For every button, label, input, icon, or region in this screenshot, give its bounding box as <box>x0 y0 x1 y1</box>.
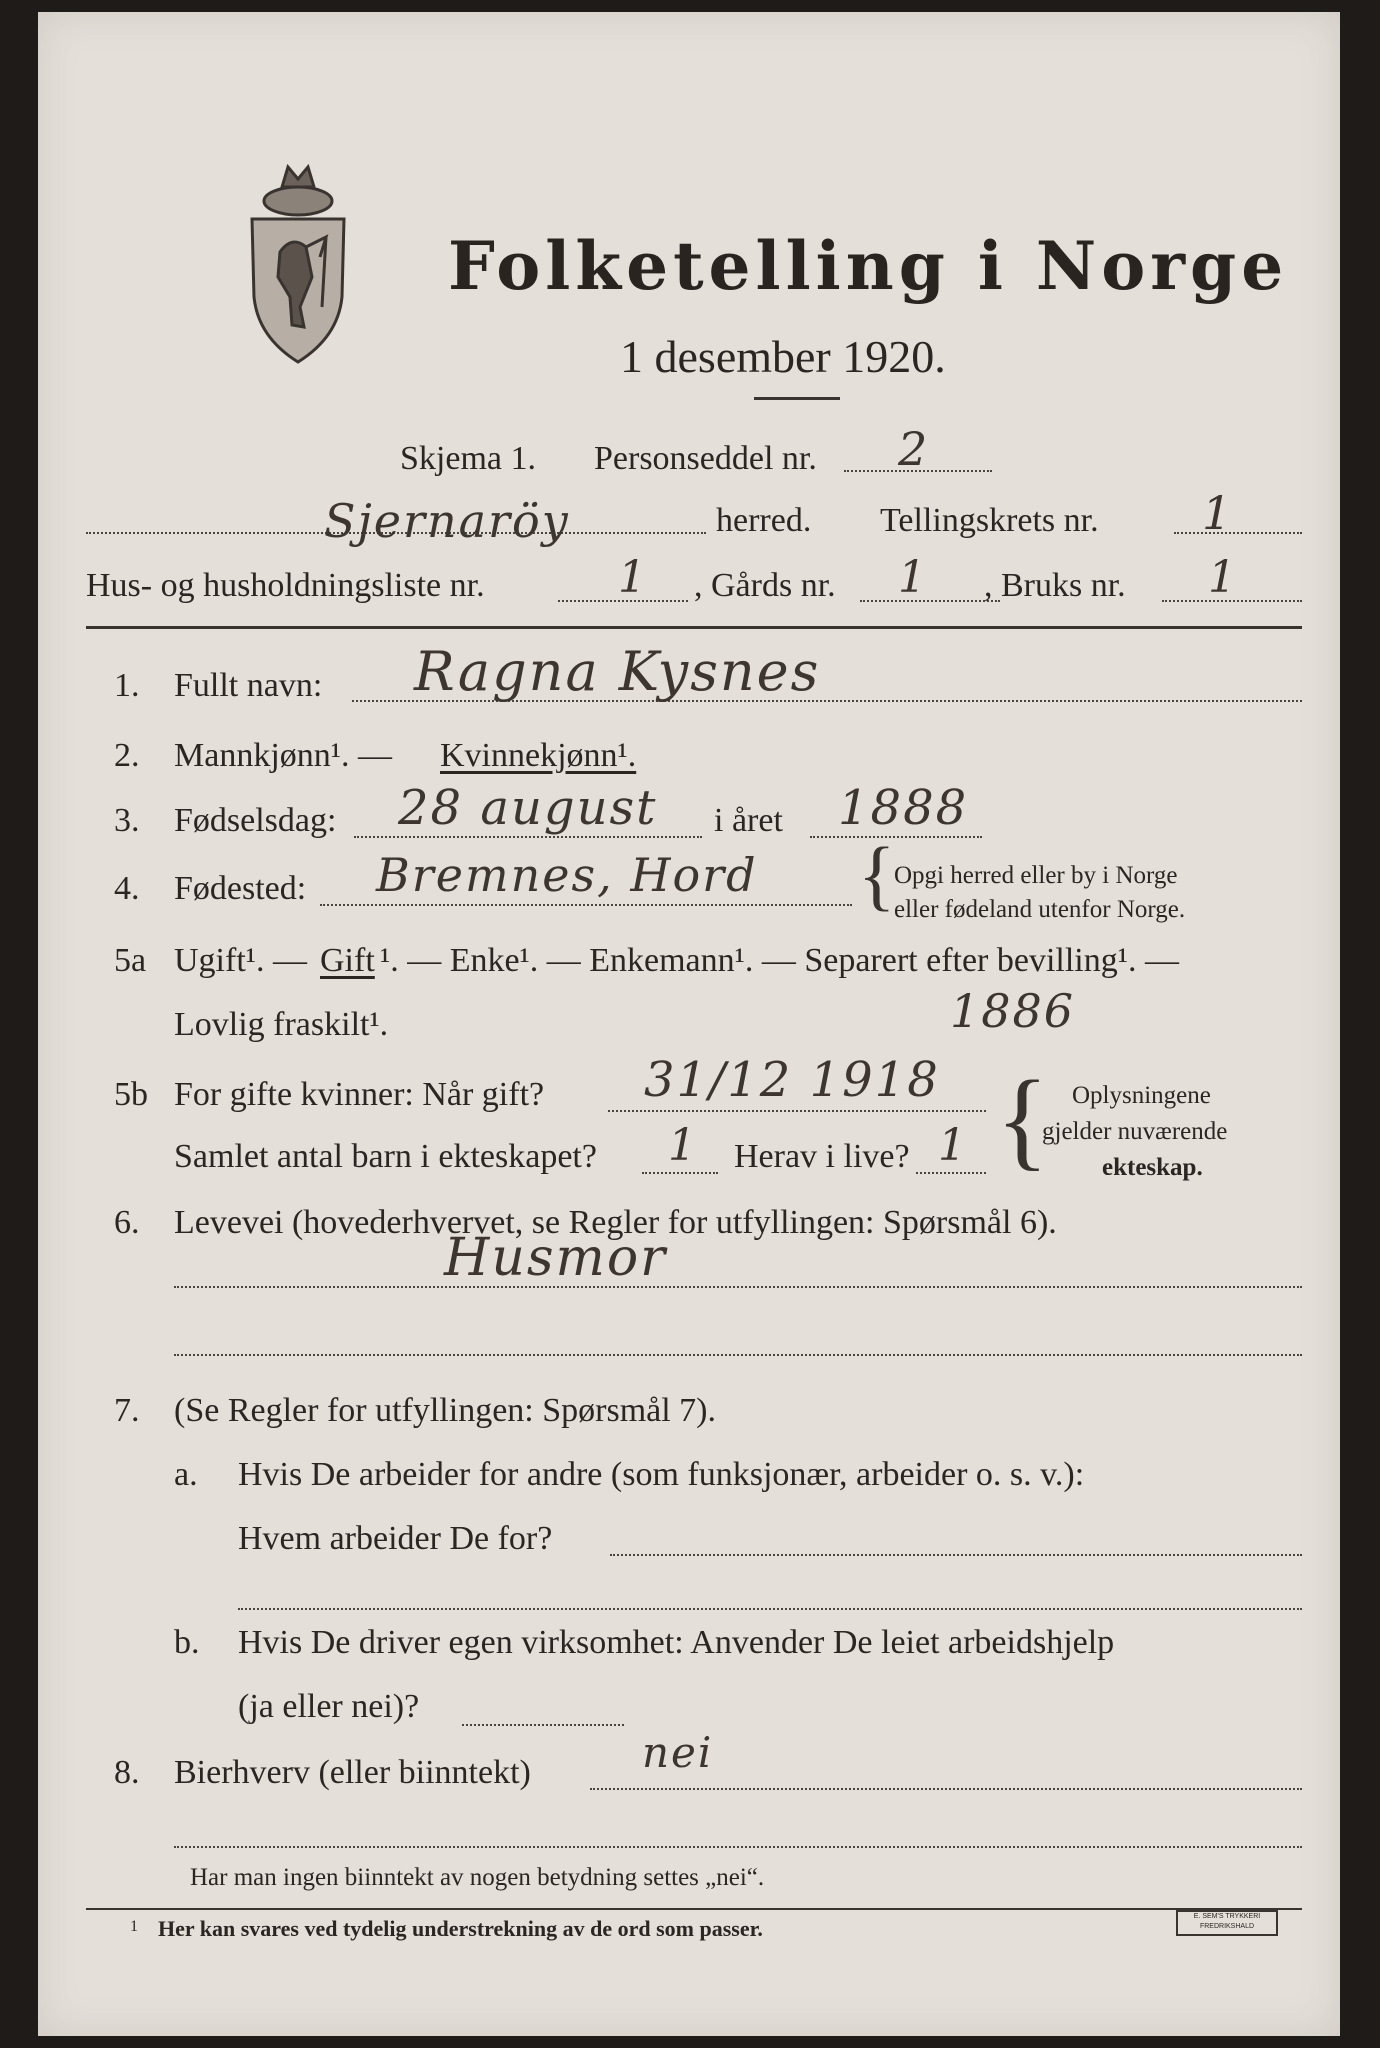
personseddel-label: Personseddel nr. <box>594 440 817 477</box>
q5a-ugift-option: Ugift¹. — <box>174 942 307 979</box>
q8-number: 8. <box>114 1754 140 1791</box>
q8-field-line-2 <box>174 1846 1302 1848</box>
q4-number: 4. <box>114 870 140 907</box>
q5a-gift-option-underlined: Gift <box>320 942 375 979</box>
form-title: Folketelling i Norge <box>448 227 1289 305</box>
tellingskrets-value: 1 <box>1202 486 1234 540</box>
footnote-mark: 1 <box>130 1918 138 1935</box>
footnote-rule <box>86 1908 1302 1910</box>
q3-year-label: i året <box>714 802 783 839</box>
title-divider <box>754 397 840 400</box>
q5b-married-date-value: 31/12 1918 <box>644 1052 940 1108</box>
q7-label: (Se Regler for utfyllingen: Spørsmål 7). <box>174 1392 717 1429</box>
q4-note-line1: Opgi herred eller by i Norge <box>894 862 1178 889</box>
census-date: 1 desember 1920. <box>620 331 946 382</box>
q6-field-line-1 <box>174 1286 1302 1288</box>
personseddel-value: 2 <box>898 422 930 476</box>
herred-value: Sjernaröy <box>324 494 570 548</box>
q7a-field-line-2 <box>238 1608 1302 1610</box>
q7a-label: Hvis De arbeider for andre (som funksjonær, arbeider o. s. v.): <box>238 1456 1085 1493</box>
q4-label: Fødested: <box>174 870 307 907</box>
q7b-field-line <box>462 1724 624 1726</box>
gards-field-line <box>860 600 1000 602</box>
q2-male-option: Mannkjønn¹. — <box>174 737 392 774</box>
q7b-number: b. <box>174 1624 200 1661</box>
q5b-note-brace: { <box>996 1058 1049 1180</box>
bruks-value: 1 <box>1208 552 1238 603</box>
q4-note-brace: { <box>858 831 896 918</box>
q7b-label: Hvis De driver egen virksomhet: Anvender De leiet arbeidshjelp <box>238 1624 1115 1661</box>
q5a-number: 5a <box>114 942 147 979</box>
q5a-margin-note: 1886 <box>950 984 1076 1038</box>
q5b-alive-value: 1 <box>938 1120 968 1171</box>
q5b-note-line1: Oplysningene <box>1072 1082 1211 1109</box>
q8-value: nei <box>642 1728 714 1777</box>
q5b-note-line3: ekteskap. <box>1102 1154 1203 1181</box>
q5b-note-line2: gjelder nuværende <box>1042 1118 1228 1145</box>
q3-year-value: 1888 <box>838 780 969 836</box>
herred-label: herred. <box>716 502 812 539</box>
q1-number: 1. <box>114 667 140 704</box>
q6-number: 6. <box>114 1204 140 1241</box>
q4-field-line <box>320 904 852 906</box>
q7a-field-line-1 <box>610 1554 1302 1556</box>
q7a-question: Hvem arbeider De for? <box>238 1520 553 1557</box>
q6-field-line-2 <box>174 1354 1302 1356</box>
q6-label: Levevei (hovederhvervet, se Regler for utfyllingen: Spørsmål 6). <box>174 1204 1057 1241</box>
husliste-value: 1 <box>618 552 648 603</box>
q5b-alive-label: Herav i live? <box>734 1138 910 1175</box>
q7a-number: a. <box>174 1456 198 1493</box>
husliste-label: Hus- og husholdningsliste nr. <box>86 567 485 604</box>
printer-stamp: E. SEM'S TRYKKERI FREDRIKSHALD <box>1176 1910 1278 1936</box>
q4-note-line2: eller fødeland utenfor Norge. <box>894 896 1186 923</box>
q8-note: Har man ingen biinntekt av nogen betydning settes „nei“. <box>190 1864 765 1891</box>
q5b-number: 5b <box>114 1076 148 1113</box>
q2-female-option-underlined: Kvinnekjønn¹. <box>440 737 637 774</box>
q1-full-name-value: Ragna Kysnes <box>414 640 821 703</box>
footnote-text: Her kan svares ved tydelig understrekning av de ord som passer. <box>158 1916 763 1941</box>
q5b-married-field-line <box>608 1110 986 1112</box>
bruks-label: , Bruks nr. <box>984 567 1126 604</box>
q5b-alive-field-line <box>916 1172 986 1174</box>
q7-number: 7. <box>114 1392 140 1429</box>
q7b-question: (ja eller nei)? <box>238 1688 420 1725</box>
q6-occupation-value: Husmor <box>444 1228 667 1288</box>
q5a-lovlig-fraskilt-option: Lovlig fraskilt¹. <box>174 1006 389 1043</box>
q3-number: 3. <box>114 802 140 839</box>
q1-label: Fullt navn: <box>174 667 323 704</box>
q3-year-field-line <box>810 836 982 838</box>
gards-label: , Gårds nr. <box>694 567 836 604</box>
q8-field-line-1 <box>590 1788 1302 1790</box>
q2-number: 2. <box>114 737 140 774</box>
gards-value: 1 <box>898 552 928 603</box>
q4-birthplace-value: Bremnes, Hord <box>376 848 758 902</box>
q3-day-field-line <box>354 836 702 838</box>
schema-label: Skjema 1. <box>400 440 536 477</box>
q3-birthday-value: 28 august <box>398 780 658 836</box>
q5b-children-value: 1 <box>668 1120 698 1171</box>
tellingskrets-label: Tellingskrets nr. <box>880 502 1099 539</box>
norwegian-coat-of-arms-icon <box>242 157 354 367</box>
q5b-label: For gifte kvinner: Når gift? <box>174 1076 545 1113</box>
tellingskrets-field-line <box>1174 532 1302 534</box>
q5a-other-options: ¹. — Enke¹. — Enkemann¹. — Separert efter bevilling¹. — <box>380 942 1179 979</box>
q8-label: Bierhverv (eller biinntekt) <box>174 1754 531 1791</box>
q5b-children-field-line <box>642 1172 718 1174</box>
q5b-children-label: Samlet antal barn i ekteskapet? <box>174 1138 597 1175</box>
census-form-page <box>38 12 1340 2036</box>
header-rule <box>86 626 1302 629</box>
q3-label: Fødselsdag: <box>174 802 337 839</box>
